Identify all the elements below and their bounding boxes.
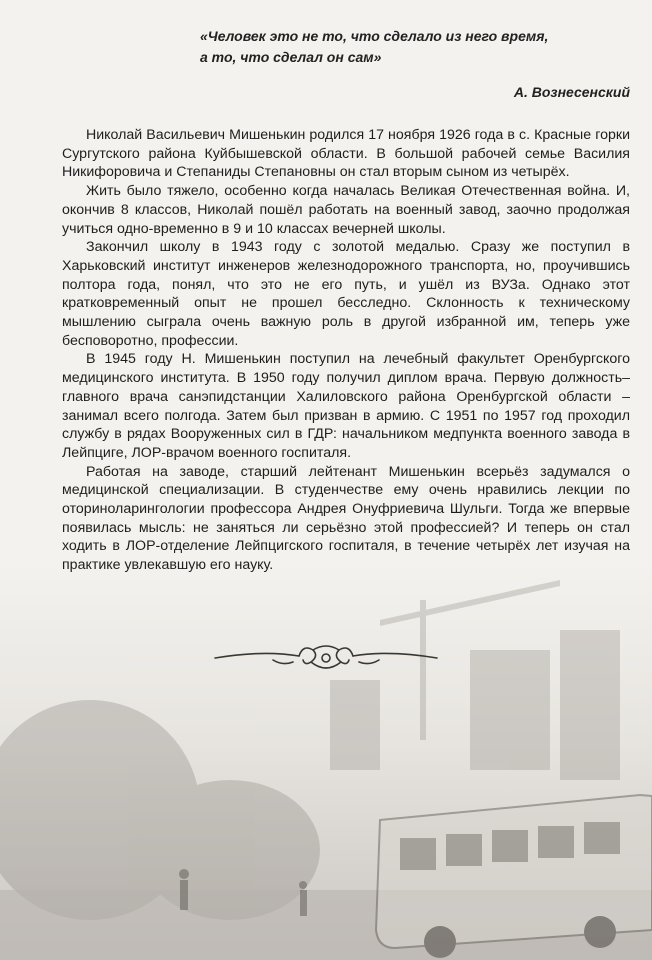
decorative-flourish-divider (213, 640, 439, 676)
paragraph-4: В 1945 году Н. Мишенькин поступил на лечебный факультет Оренбургского медицинского института. В 1950 году получил диплом врача. Первую должность– главного врача санэпидстанции Халиловского района Оренбургской области – занимал всего полгода. Затем был призван в армию. С 1951 по 1957 год проходил службу в рядах Вооруженных сил в ГДР: начальником медпункта военного завода в Лейпциге, ЛОР-врачом военного госпиталя. (62, 351, 630, 461)
paragraph-1: Николай Васильевич Мишенькин родился 17 ноября 1926 года в с. Красные горки Сургутского района Куйбышевской области. В большой рабочей семье Василия Никифоровича и Степаниды Степановны он стал вторым сыном из четырёх. (62, 127, 630, 181)
epigraph-line-1: «Человек это не то, что сделало из него время, (200, 28, 549, 44)
paragraph-5: Работая на заводе, старший лейтенант Мишенькин всерьёз задумался о медицинской специализации. В студенчестве ему очень нравились лекции по оториноларингологии профессора Андрея Онуфриевича Шульги. Тогда же впервые появилась мысль: не заняться ли серьёзно этой профессией? И теперь он стал ходить в ЛОР-отделение Лейпцигского госпиталя, в течение четырёх лет изучая на практике увлекавшую его науку. (62, 463, 630, 574)
biography-text (62, 126, 630, 575)
epigraph-quote (200, 26, 630, 68)
paragraph-3: Закончил школу в 1943 году с золотой медалью. Сразу же поступил в Харьковский институт инженеров железнодорожного транспорта, но, проучившись полтора года, понял, что это не его путь, и ушёл из ВУЗа. Однако этот кратковременный опыт не прошел бесследно. Склонность к техническому мышлению сыграла очень важную роль в другой избранной им, теперь уже бесповоротно, профессии. (62, 239, 630, 349)
paragraph-2: Жить было тяжело, особенно когда началась Великая Отечественная война. И, окончив 8 классов, Николай пошёл работать на военный завод, заочно продолжая учиться одно-временно в 9 и 10 классах вечерней школы. (62, 183, 630, 237)
epigraph-author: А. Вознесенский (513, 84, 630, 100)
background-photo (0, 560, 652, 960)
faded-street-scene-illustration (0, 560, 652, 960)
epigraph-line-2: а то, что сделал он сам» (200, 49, 382, 65)
